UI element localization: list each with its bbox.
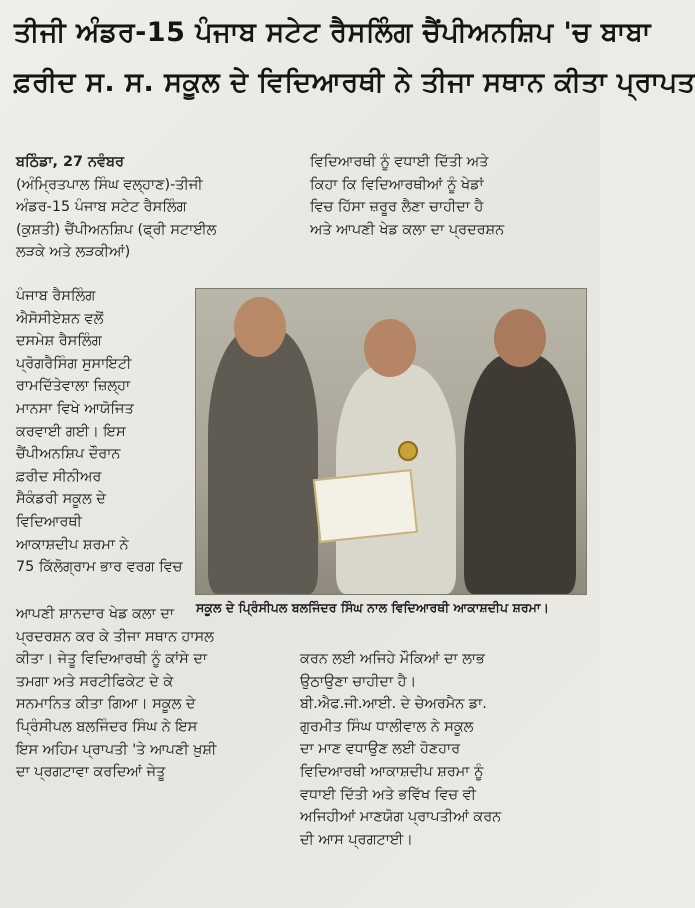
article-line: ਰਾਮਦਿੱਤੇਵਾਲਾ ਜ਼ਿਲ੍ਹਾ	[16, 378, 131, 395]
article-line: ਵਿਦਿਆਰਥੀ ਆਕਾਸ਼ਦੀਪ ਸ਼ਰਮਾ ਨੂੰ	[300, 763, 484, 780]
article-line: ਵਿਦਿਆਰਥੀ ਨੂੰ ਵਧਾਈ ਦਿੱਤੀ ਅਤੇ	[310, 154, 489, 170]
article-line: ਉਠਾਉਣਾ ਚਾਹੀਦਾ ਹੈ।	[300, 673, 417, 690]
article-line: ਅਜਿਹੀਆਂ ਮਾਣਯੋਗ ਪ੍ਰਾਪਤੀਆਂ ਕਰਨ	[300, 809, 502, 826]
article-line: ਦਾ ਪ੍ਰਗਟਾਵਾ ਕਰਦਿਆਂ ਜੇਤੂ	[16, 764, 166, 781]
photo-caption: ਸਕੂਲ ਦੇ ਪ੍ਰਿੰਸੀਪਲ ਬਲਜਿੰਦਰ ਸਿੰਘ ਨਾਲ ਵਿਦਿਆਰਥੀ ਆਕਾਸ਼ਦੀਪ ਸ਼ਰਮਾ।	[196, 600, 550, 615]
person-student-head	[364, 319, 416, 377]
article-line: ਸਨਮਾਨਿਤ ਕੀਤਾ ਗਿਆ। ਸਕੂਲ ਦੇ	[16, 696, 196, 713]
article-line: ਵਿਚ ਹਿੱਸਾ ਜ਼ਰੂਰ ਲੈਣਾ ਚਾਹੀਦਾ ਹੈ	[310, 199, 484, 216]
article-column-right-bottom	[300, 648, 590, 851]
article-line: ਸੈਕੰਡਰੀ ਸਕੂਲ ਦੇ	[16, 491, 106, 508]
article-line: ਅੰਡਰ-15 ਪੰਜਾਬ ਸਟੇਟ ਰੈਸਲਿੰਗ	[16, 199, 187, 216]
headline-line-1: ਤੀਜੀ ਅੰਡਰ-15 ਪੰਜਾਬ ਸਟੇਟ ਰੈਸਲਿੰਗ ਚੈਂਪੀਅਨਸ਼ਿਪ 'ਚ ਬਾਬਾ	[14, 17, 651, 48]
article-line: ਦੀ ਆਸ ਪ੍ਰਗਟਾਈ।	[300, 831, 413, 848]
article-line: ਆਪਣੀ ਸ਼ਾਨਦਾਰ ਖੇਡ ਕਲਾ ਦਾ	[16, 606, 174, 622]
article-line: ਫ਼ਰੀਦ ਸੀਨੀਅਰ	[16, 468, 102, 485]
news-photo	[195, 288, 587, 595]
article-line: ਇਸ ਅਹਿਮ ਪ੍ਰਾਪਤੀ 'ਤੇ ਆਪਣੀ ਖ਼ੁਸ਼ੀ	[16, 741, 217, 758]
article-column-left-top	[16, 151, 298, 264]
article-line: ਪ੍ਰੋਗਰੈਸਿੰਗ ਸੁਸਾਇਟੀ	[16, 355, 132, 372]
article-line: ਗੁਰਮੀਤ ਸਿੰਘ ਧਾਲੀਵਾਲ ਨੇ ਸਕੂਲ	[300, 718, 474, 735]
article-line: ਵਿਦਿਆਰਥੀ	[16, 513, 82, 530]
article-line: ਆਕਾਸ਼ਦੀਪ ਸ਼ਰਮਾ ਨੇ	[16, 536, 129, 553]
article-line: (ਕੁਸ਼ਤੀ) ਚੈਂਪੀਅਨਸ਼ਿਪ (ਫ੍ਰੀ ਸਟਾਈਲ	[16, 221, 217, 238]
article-line: ਅਤੇ ਆਪਣੀ ਖੇਡ ਕਲਾ ਦਾ ਪ੍ਰਦਰਸ਼ਨ	[310, 221, 505, 238]
article-column-left-wrap	[16, 285, 190, 579]
article-line: ਐਸੋਸੀਏਸ਼ਨ ਵਲੋਂ	[16, 310, 104, 327]
headline	[14, 8, 695, 108]
article-line: ਬੀ.ਐਫ.ਜੀ.ਆਈ. ਦੇ ਚੇਅਰਮੈਨ ਡਾ.	[300, 696, 487, 713]
article-line: ਕਰਨ ਲਈ ਅਜਿਹੇ ਮੌਕਿਆਂ ਦਾ ਲਾਭ	[300, 651, 485, 667]
article-line: ਕਰਵਾਈ ਗਈ। ਇਸ	[16, 423, 126, 440]
article-line: ਦਸਮੇਸ਼ ਰੈਸਲਿੰਗ	[16, 333, 102, 350]
article-column-right-top	[310, 151, 588, 241]
article-line: (ਅੰਮ੍ਰਿਤਪਾਲ ਸਿੰਘ ਵਲ੍ਹਾਣ)-ਤੀਜੀ	[16, 176, 203, 193]
article-line: ਪ੍ਰਦਰਸ਼ਨ ਕਰ ਕੇ ਤੀਜਾ ਸਥਾਨ ਹਾਸਲ	[16, 628, 214, 645]
article-line: ਕੀਤਾ। ਜੇਤੂ ਵਿਦਿਆਰਥੀ ਨੂੰ ਕਾਂਸੇ ਦਾ	[16, 651, 207, 668]
person-principal	[208, 329, 318, 594]
article-line: ਚੈਂਪੀਅਨਸ਼ਿਪ ਦੌਰਾਨ	[16, 446, 121, 463]
certificate	[313, 469, 418, 543]
person-chairman	[464, 354, 576, 594]
article-line: 75 ਕਿੱਲੋਗ੍ਰਾਮ ਭਾਰ ਵਰਗ ਵਿਚ	[16, 559, 183, 576]
article-line: ਲੜਕੇ ਅਤੇ ਲੜਕੀਆਂ)	[16, 244, 131, 261]
article-line: ਵਧਾਈ ਦਿੱਤੀ ਅਤੇ ਭਵਿੱਖ ਵਿਚ ਵੀ	[300, 786, 476, 803]
article-line: ਮਾਨਸਾ ਵਿਖੇ ਆਯੋਜਿਤ	[16, 400, 134, 417]
article-line: ਦਾ ਮਾਣ ਵਧਾਉਣ ਲਈ ਹੋਣਹਾਰ	[300, 741, 461, 758]
article-column-left-bottom	[16, 603, 298, 784]
headline-line-2: ਫ਼ਰੀਦ ਸ. ਸ. ਸਕੂਲ ਦੇ ਵਿਦਿਆਰਥੀ ਨੇ ਤੀਜਾ ਸਥਾਨ ਕੀਤਾ ਪ੍ਰਾਪਤ	[14, 67, 695, 98]
person-principal-head	[234, 297, 286, 357]
article-line: ਤਮਗਾ ਅਤੇ ਸਰਟੀਫਿਕੇਟ ਦੇ ਕੇ	[16, 673, 174, 690]
medal-icon	[398, 441, 418, 461]
article-line: ਪੰਜਾਬ ਰੈਸਲਿੰਗ	[16, 288, 96, 304]
person-chairman-head	[494, 309, 546, 367]
article-line: ਪ੍ਰਿੰਸੀਪਲ ਬਲਜਿੰਦਰ ਸਿੰਘ ਨੇ ਇਸ	[16, 718, 198, 735]
article-line: ਕਿਹਾ ਕਿ ਵਿਦਿਆਰਥੀਆਂ ਨੂੰ ਖੇਡਾਂ	[310, 176, 484, 193]
dateline: ਬਠਿੰਡਾ, 27 ਨਵੰਬਰ	[16, 154, 124, 170]
